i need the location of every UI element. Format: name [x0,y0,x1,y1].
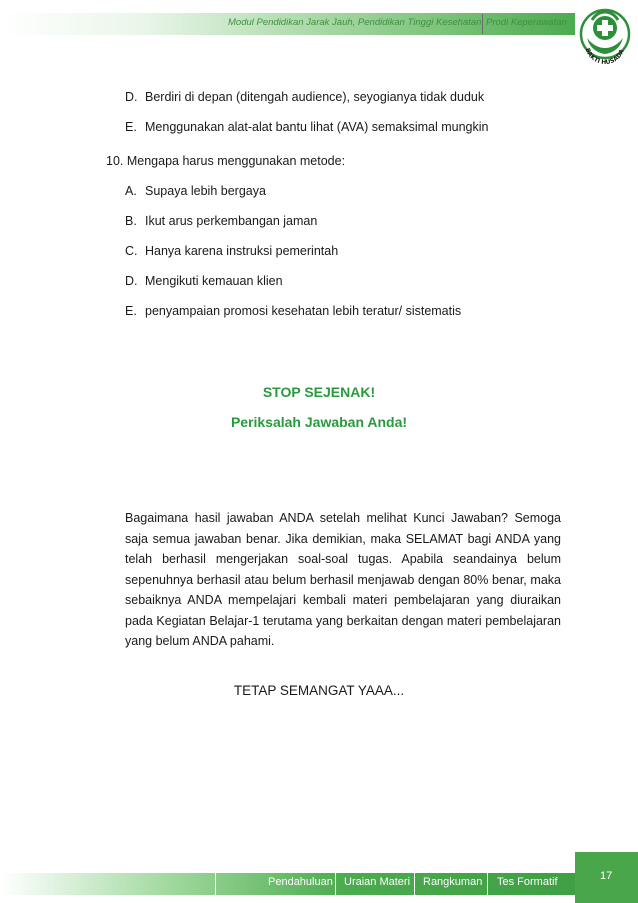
question-10-option-c [125,244,338,258]
footer-separator [487,872,488,898]
logo-text: BAKTI HUSADA [583,47,626,67]
question-10: 10. Mengapa harus menggunakan metode: [106,154,346,168]
check-answers-heading: Periksalah Jawaban Anda! [230,414,408,430]
option-text: penyampaian promosi kesehatan lebih teratur/ sistematis [145,304,462,318]
page-number: 17 [600,870,613,882]
header-title-main: Modul Pendidikan Jarak Jauh, Pendidikan Tinggi Kesehatan [228,17,482,28]
option-letter: C. [125,244,138,258]
option-letter: D. [125,274,138,288]
footer-separator [335,872,336,898]
option-letter: E. [125,120,137,134]
option-e-prev [125,120,488,134]
footer-nav-rangkuman[interactable]: Rangkuman [423,876,483,888]
option-text: Menggunakan alat-alat bantu lihat (AVA) semaksimal mungkin [145,120,489,134]
feedback-paragraph: Bagaimana hasil jawaban ANDA setelah melihat Kunci Jawaban? Semoga saja semua jawaban benar. Jika demikian, maka SELAMAT bagi ANDA yang telah berhasil mengerjakan soal-soal tugas. Apabila seandainya belum sepenuhnya berhasil atau belum berhasil menjawab dengan 80% benar, maka sebaiknya ANDA mempelajari kembali materi pembelajaran yang diuraikan pada Kegiatan Belajar-1 terutama yang berkaitan dengan materi pembelajaran yang belum ANDA pahami. [125,511,561,648]
option-text: Mengikuti kemauan klien [145,274,283,288]
option-letter: D. [125,90,138,104]
question-10-option-a [125,184,266,198]
question-10-option-b [125,214,317,228]
question-10-option-e [125,304,461,318]
option-text: Berdiri di depan (ditengah audience), seyogianya tidak duduk [145,90,485,104]
footer-separator [414,872,415,898]
header-program: Prodi Keperawatan [486,17,567,28]
header-separator [482,14,483,34]
option-text: Supaya lebih bergaya [145,184,266,198]
stop-heading: STOP SEJENAK! [262,384,376,400]
option-letter: A. [125,184,137,198]
option-text: Ikut arus perkembangan jaman [145,214,318,228]
footer-nav-tes-formatif[interactable]: Tes Formatif [497,876,558,888]
option-d-prev [125,90,484,104]
closing-message: TETAP SEMANGAT YAAA... [233,683,405,698]
header-title [228,17,481,28]
footer-nav-uraian-materi[interactable]: Uraian Materi [344,876,411,888]
footer-nav-pendahuluan[interactable]: Pendahuluan [268,876,333,888]
question-10-option-d [125,274,283,288]
kemenkes-logo-icon [577,4,633,78]
option-letter: B. [125,214,137,228]
option-letter: E. [125,304,137,318]
footer-separator [215,872,216,898]
option-text: Hanya karena instruksi pemerintah [145,244,339,258]
